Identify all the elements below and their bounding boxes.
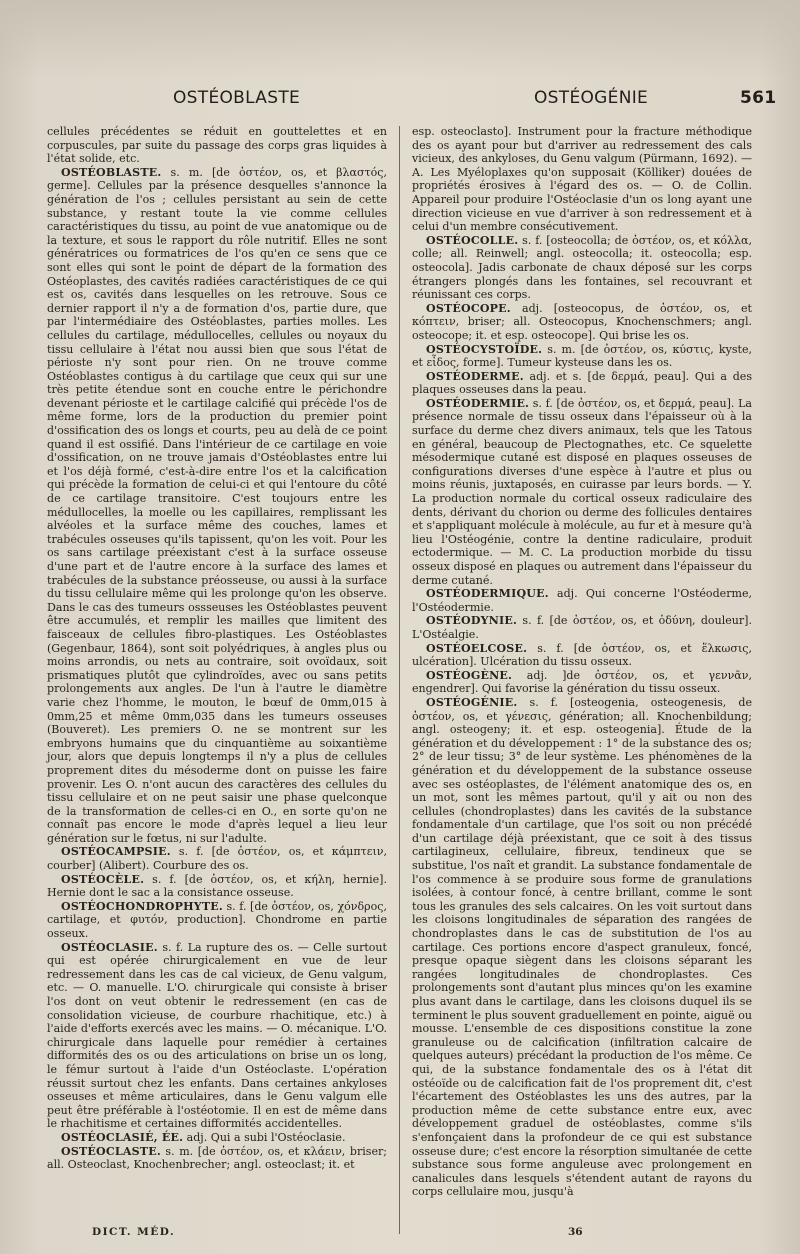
entry-headword: OSTÉOCOLLE. xyxy=(426,233,519,247)
entry-definition: s. f. [osteocolla; de ὀστέον, os, et κόλλα, colle; all. Reinwell; angl. osteocolla; it. osteocolla; esp. osteocola]. Jadis carbonate de chaux déposé sur les corps étrangers plongés dans les fontaines, sel recouvrant et réunissant ces corps. xyxy=(412,233,752,302)
dictionary-entry xyxy=(47,1131,387,1145)
entry-headword: OSTÉODERMIQUE. xyxy=(426,587,549,601)
entry-definition: s. m. [de ὀστέον, os, κύστις, kyste, et εἶδος, forme]. Tumeur kysteuse dans les os. xyxy=(412,342,752,370)
footer-sheet-number: 36 xyxy=(568,1226,583,1238)
dictionary-entry xyxy=(412,370,752,397)
running-header xyxy=(0,88,800,114)
dictionary-entry xyxy=(412,696,752,1199)
footer-signature: DICT. MÉD. xyxy=(92,1226,176,1238)
dictionary-entry xyxy=(412,669,752,696)
dictionary-entry xyxy=(47,845,387,872)
entry-definition: s. f. [de ὀστέον, os, et ἕλκωσις, ulcération]. Ulcération du tissu osseux. xyxy=(412,641,752,669)
entry-headword: OSTÉOELCOSE. xyxy=(426,641,528,655)
dictionary-entry xyxy=(47,1145,387,1172)
dictionary-entry xyxy=(412,614,752,641)
entry-headword: OSTÉOGÈNE. xyxy=(426,668,513,682)
entry-headword: OSTÉOCHONDROPHYTE. xyxy=(61,899,223,913)
continued-paragraph: cellules précédentes se réduit en gouttelettes et en corpuscules, par suite du passage des corps gras liquides à l'état solide, etc. xyxy=(47,125,387,166)
dictionary-entry xyxy=(47,900,387,941)
column-divider xyxy=(399,126,400,1234)
entry-headword: OSTÉOCLASIÉ, ÉE. xyxy=(61,1130,184,1144)
entry-headword: OSTÉOGÉNIE. xyxy=(426,695,518,709)
entry-headword: OSTÉODERMIE. xyxy=(426,396,530,410)
entry-headword: OSTÉOCLASTE. xyxy=(61,1144,161,1158)
entry-headword: OSTÉODERME. xyxy=(426,369,524,383)
dictionary-entry xyxy=(47,941,387,1131)
dictionary-entry xyxy=(412,234,752,302)
entry-definition: s. f. [de ὀστέον, os, χόνδρος, cartilage, et φυτόν, production]. Chondrome en partie osseux. xyxy=(47,899,387,941)
entry-definition: adj. Qui concerne l'Ostéoderme, l'Ostéodermie. xyxy=(412,587,752,614)
dictionary-entry xyxy=(47,166,387,846)
entry-definition: adj. et s. [de δερμά, peau]. Qui a des plaques osseuses dans la peau. xyxy=(412,369,752,397)
dictionary-entry xyxy=(412,642,752,669)
entry-headword: OSTÉOCÈLE. xyxy=(61,872,145,886)
entry-definition: adj. Qui a subi l'Ostéoclasie. xyxy=(183,1130,346,1144)
dictionary-entry xyxy=(47,873,387,900)
entry-headword: OSTÉODYNIE. xyxy=(426,614,518,628)
entry-definition: s. m. [de ὀστέον, os, et βλαστός, germe]. Cellules par la présence desquelles s'annonce la génération de l'os ; cellules persistant au sein de cette substance, y restant toute la vie comme cellules caractéristiques du tissu, au point de vue anatomique ou de la texture, et sous le rapport du rôle nutritif. Elles ne sont génératrices ou formatrices de l'os qu'en ce sens que ce sont elles qui sont le point de départ de la formation des Ostéoplastes, des cavités radiées caractéristiques de ce qui est os, cavités dans lesquelles on les retrouve. Sous ce dernier rapport il n'y a de formation d'os, partie dure, que par l'intermédiaire des Ostéoblastes, parties molles. Les cellules du cartilage, médullocelles, cellules ou noyaux du tissu cellulaire à l'état nou aussi bien que sous l'état de périoste n'y sont pour rien. On ne trouve comme Ostéoblastes contigus à du cartilage que ceux qui sur une très petite étendue sont en couche entre le périchondre devenant périoste et le cartilage calcifié qui précède l'os de même forme, lors de la production du premier point d'ossification des os longs et courts, peu au delà de ce point quand il est ossifié. Dans l'intérieur de ce cartilage en voie d'ossification, on ne trouve jamais d'Ostéoblastes entre lui et l'os déjà formé, c'est-à-dire entre l'os et la calcification qui précède la formation de celui-ci et qui l'entoure du côté de ce cartilage transitoire. C'est toujours entre les médullocelles, la moelle ou les capillaires, remplissant les alvéoles et la surface même des couches, lames et trabécules osseuses qu'ils tapissent, qu'on les voit. Pour les os sans cartilage préexistant c'est à la surface osseuse d'une part et de l'autre encore à la surface des lames et trabécules de la substance préosseuse, ou aussi à la surface du tissu cellulaire même qui les prolonge qu'on les observe. Dans le cas des tumeurs ossseuses les Ostéoblastes peuvent être accumulés, et remplir les mailles que limitent des faisceaux de cellules fibro-plastiques. Les Ostéoblastes (Gegenbaur, 1864), sont soit polyédriques, à angles plus ou moins arrondis, ou nets au contraire, soit ovoïdaux, soit prismatiques plutôt que cylindroïdes, avec ou sans petits prolongements aux angles. De l'un à l'autre le diamètre varie chez l'homme, le mouton, le bœuf de 0mm,015 à 0mm,25 et même 0mm,035 dans les tumeurs osseuses (Bouveret). Les premiers O. ne se montrent sur les embryons humains que du cinquantième au soixantième jour, alors que depuis longtemps il n'y a plus de cellules proprement dites du mésoderme dont on puisse les faire provenir. Les O. n'ont aucun des caractères des cellules du tissu cellulaire et on ne peut saisir une phase quelconque de la transformation de celles-ci en O., en sorte qu'on ne connaît pas encore le mode d'après lequel a lieu leur génération sur le fœtus, ni sur l'adulte. xyxy=(47,165,387,845)
page-footer xyxy=(0,1226,800,1242)
entry-definition: s. f. [osteogenia, osteogenesis, de ὀστέον, os, et γένεσις, génération; all. Knochenbildung; angl. osteogeny; it. et esp. osteogenia]. Étude de la génération et du développement : 1° de la substance des os; 2° de leur tissu; 3° de leur système. Les phénomènes de la génération et du développement de la substance osseuse avec ses ostéoplastes, de l'élément anatomique des os, en un mot, sont les mêmes partout, qu'il y ait ou non des cellules (chondroplastes) dans les cavités de la substance fondamentale d'un cartilage, que l'os soit ou non précédé d'un cartilage déjà préexistant, que ce soit à des tissus cartilagineux, cellulaire, fibreux, tendineux que se substitue, l'os naît et grandit. La substance fondamentale de l'os commence à se produire sous forme de granulations isolées, à contour foncé, à centre brillant, comme le sont tous les granules des sels calcaires. On les voit surtout dans les cloisons longitudinales de séparation des rangées de chondroplastes dans le cas de substitution de l'os au cartilage. Ces portions encore d'aspect granuleux, foncé, presque opaque siègent dans les cloisons séparant les rangées longitudinales de chondroplastes. Ces prolongements sont d'autant plus minces qu'on les examine plus avant dans le cartilage, dans les cloisons duquel ils se terminent le plus souvent graduellement en pointe, aiguë ou mousse. L'ensemble de ces dispositions constitue la zone granuleuse ou de calcification (infiltration calcaire de quelques auteurs) précédant la production de l'os même. Ce qui, de la substance fondamentale des os à l'état dit ostéoïde ou de calcification fait de l'os proprement dit, c'est l'écartement des Ostéoblastes les uns des autres, par la production même de cette substance entre eux, avec développement graduel de ostéoblastes, comme s'ils s'enfonçaient dans la profondeur de ce qui est substance osseuse dure; c'est encore la résorption simultanée de cette substance sous forme anguleuse avec prolongement en canalicules dans lesquels s'étendent autant de rayons du corps cellulaire mou, jusqu'à xyxy=(412,695,752,1199)
entry-definition: s. f. [de ὀστέον, os, et ὀδύνη, douleur]. L'Ostéalgie. xyxy=(412,614,752,641)
right-column xyxy=(412,125,752,1199)
dictionary-entry xyxy=(412,343,752,370)
header-right-title: OSTÉOGÉNIE xyxy=(534,88,649,108)
entry-definition: s. f. [de ὀστέον, os, et δερμά, peau]. La présence normale de tissu osseux dans l'épaisseur où à la surface du derme chez divers animaux, tels que les Tatous en général, beaucoup de Plectognathes, etc. Ce squelette mésodermique cutané est disposé en plaques osseuses de configurations diverses d'une espèce à l'autre et plus ou moins réunis, juxtaposés, en cuirasse par leurs bords. — Y. La production normale du cortical osseux radiculaire des dents, dérivant du chorion ou derme des follicules dentaires et s'appliquant molécule à molécule, au fur et à mesure qu'à lieu l'Ostéogénie, contre la dentine radiculaire, produit ectodermique. — M. C. La production morbide du tissu osseux disposé en plaques ou autrement dans l'épaisseur du derme cutané. xyxy=(412,396,752,587)
continued-paragraph: esp. osteoclasto]. Instrument pour la fracture méthodique des os ayant pour but d'arriver au redressement des cals vicieux, des ankyloses, du Genu valgum (Pürmann, 1692). — A. Les Myéloplaxes qu'on supposait (Kölliker) douées de propriétés érosives à l'égard des os. — O. de Collin. Appareil pour produire l'Ostéoclasie d'un os long ayant une direction vicieuse en vue d'arriver à son redressement et à celui d'un membre consécutivement. xyxy=(412,125,752,234)
page-number: 561 xyxy=(740,88,777,108)
dictionary-entry xyxy=(412,587,752,614)
entry-definition: s. f. La rupture des os. — Celle surtout qui est opérée chirurgicalement en vue de leur redressement dans les cas de cal vicieux, de Genu valgum, etc. — O. manuelle. L'O. chirurgicale qui consiste à briser l'os dont on veut obtenir le redressement (en cas de consolidation vicieuse, de courbure rhachitique, etc.) à l'aide d'efforts exercés avec les mains. — O. mécanique. L'O. chirurgicale dans laquelle pour remédier à certaines difformités des os ou des articulations on brise un os long, le fémur surtout à l'aide d'un Ostéoclaste. L'opération réussit surtout chez les enfants. Dans certaines ankyloses osseuses et même articulaires, dans le Genu valgum elle peut être préférable à l'ostéotomie. Il en est de même dans le rhachitisme et certaines difformités accidentelles. xyxy=(47,940,387,1131)
entry-definition: s. f. [de ὀστέον, os, et κήλη, hernie]. Hernie dont le sac a la consistance osseuse. xyxy=(47,872,387,900)
page-top-shading xyxy=(0,0,800,80)
header-left-title: OSTÉOBLASTE xyxy=(173,88,301,108)
entry-definition: s. f. [de ὀστέον, os, et κάμπτειν, courber] (Alibert). Courbure des os. xyxy=(47,845,387,873)
entry-definition: s. m. [de ὀστέον, os, et κλάειν, briser; all. Osteoclast, Knochenbrecher; angl. osteoclast; it. et xyxy=(47,1144,387,1172)
left-column xyxy=(47,125,387,1172)
dictionary-entry xyxy=(412,302,752,343)
entry-headword: OSTÉOCYSTOÏDE. xyxy=(426,342,543,356)
entry-headword: OSTÉOCAMPSIE. xyxy=(61,845,171,859)
entry-headword: OSTÉOBLASTE. xyxy=(61,165,162,179)
entry-definition: adj. ]de ὀστέον, os, et γεννᾶν, engendrer]. Qui favorise la génération du tissu osseux. xyxy=(412,668,752,696)
entry-definition: adj. [osteocopus, de ὀστέον, os, et κόπτειν, briser; all. Osteocopus, Knochenschmers; angl. osteocope; it. et esp. osteocope]. Qui brise les os. xyxy=(412,301,752,342)
dictionary-entry xyxy=(412,397,752,587)
entry-headword: OSTÉOCLASIE. xyxy=(61,940,158,954)
entry-headword: OSTÉOCOPE. xyxy=(426,301,511,315)
